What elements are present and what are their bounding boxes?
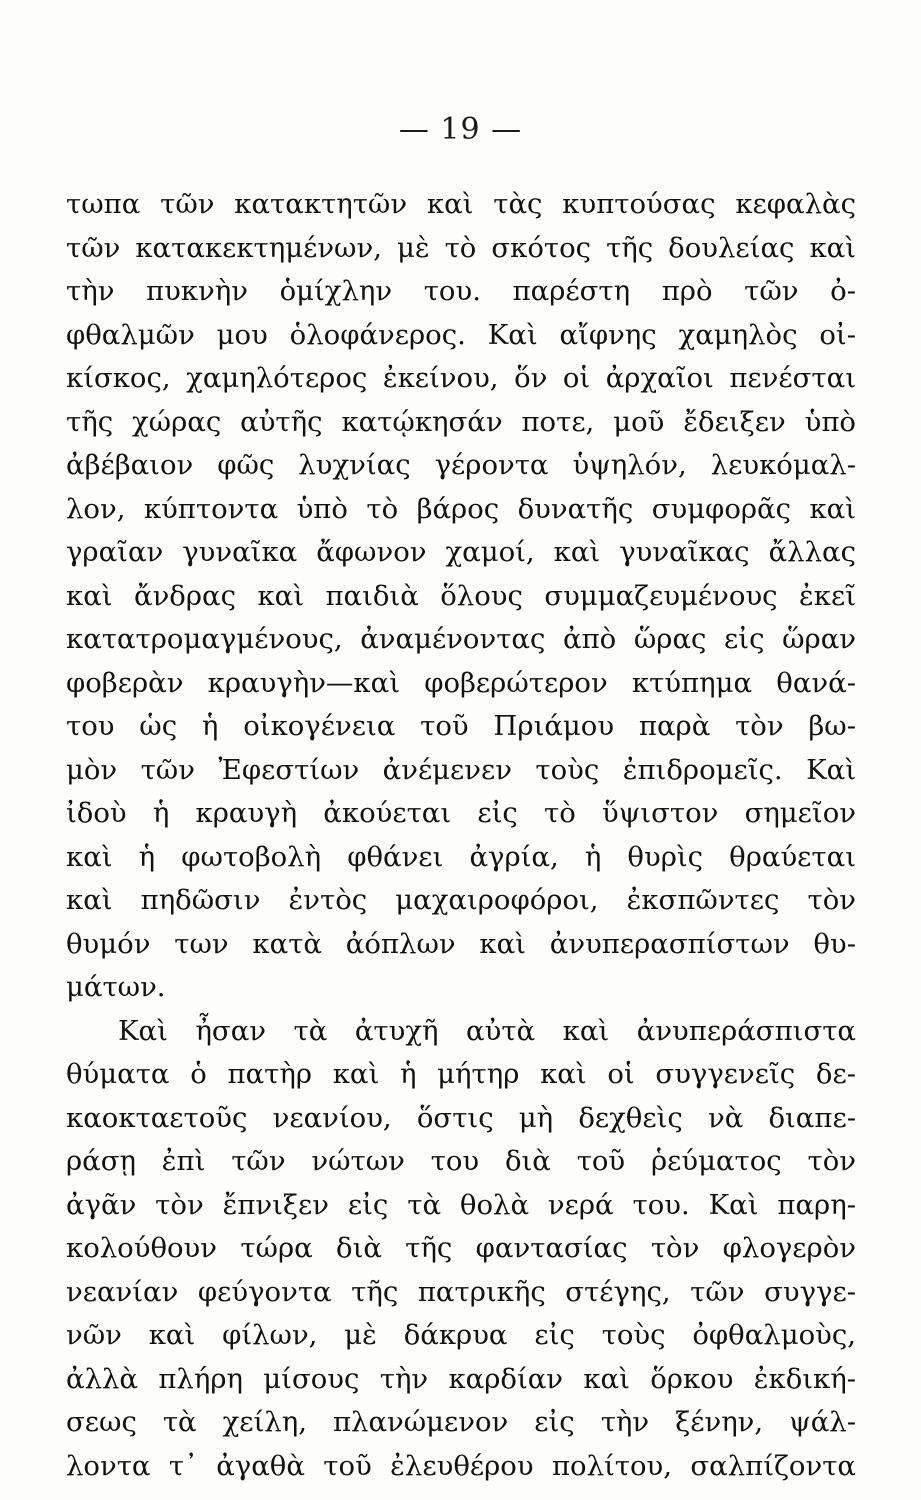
text-line: ἰδοὺ ἡ κραυγὴ ἀκούεται εἰς τὸ ὕψιστον σημεῖον [66, 797, 856, 829]
text-line: λον, κύπτοντα ὑπὸ τὸ βάρος δυνατῆς συμφορᾶς καὶ [66, 492, 856, 525]
text-line: τὴν πυκνὴν ὁμίχλην του. παρέστη πρὸ τῶν ὀ- [66, 275, 856, 307]
text-line: ἀλλὰ πλήρη μίσους τὴν καρδίαν καὶ ὅρκου ἐκδική- [66, 1362, 856, 1395]
text-line: νεανίαν φεύγοντα τῆς πατρικῆς στέγης, τῶν συγγε- [66, 1275, 856, 1308]
text-line: καὶ πηδῶσιν ἐντὸς μαχαιροφόροι, ἐκσπῶντες τὸν [66, 884, 856, 916]
text-line: ράσῃ ἐπὶ τῶν νώτων του διὰ τοῦ ῥεύματος τὸν [66, 1145, 856, 1177]
text-line: Καὶ ἦσαν τὰ ἀτυχῆ αὐτὰ καὶ ἀνυπεράσπιστα [118, 1014, 856, 1047]
text-line: κατατρομαγμένους, ἀναμένοντας ἀπὸ ὥρας εἰς ὥραν [66, 623, 856, 655]
text-line: καοκταετοῦς νεανίου, ὅστις μὴ δεχθεὶς νὰ διαπε- [66, 1101, 856, 1134]
text-line: καὶ ἄνδρας καὶ παιδιὰ ὅλους συμμαζευμένους ἐκεῖ [66, 579, 856, 612]
text-line: θυμόν των κατὰ ἀόπλων καὶ ἀνυπερασπίστων θυ- [66, 927, 856, 960]
text-line: τωπα τῶν κατακτητῶν καὶ τὰς κυπτούσας κεφαλὰς [66, 188, 856, 220]
text-line: γραῖαν γυναῖκα ἄφωνον χαμοί, καὶ γυναῖκας ἄλλας [66, 536, 856, 568]
text-line: τῶν κατακεκτημένων, μὲ τὸ σκότος τῆς δουλείας καὶ [66, 231, 856, 264]
text-line: καὶ ἡ φωτοβολὴ φθάνει ἀγρία, ἡ θυρὶς θραύεται [66, 840, 856, 873]
text-line: θύματα ὁ πατὴρ καὶ ἡ μήτηρ καὶ οἱ συγγενεῖς δε- [66, 1058, 856, 1090]
text-line: κίσκος, χαμηλότερος ἐκείνου, ὅν οἱ ἀρχαῖοι πενέσται [66, 362, 856, 394]
paragraph-1 [66, 183, 856, 1010]
text-line: ἀγᾶν τὸν ἔπνιξεν εἰς τὰ θολὰ νερά του. Καὶ παρη- [66, 1188, 856, 1221]
text-line: μάτων. [66, 971, 166, 1003]
text-line: μὸν τῶν Ἐφεστίων ἀνέμενεν τοὺς ἐπιδρομεῖς. Καὶ [66, 753, 856, 786]
text-line: λοντα τ᾽ ἀγαθὰ τοῦ ἐλευθέρου πολίτου, σαλπίζοντα [66, 1449, 856, 1482]
text-line: τῆς χώρας αὐτῆς κατῴκησάν ποτε, μοῦ ἔδειξεν ὑπὸ [66, 405, 856, 438]
text-line: του ὡς ἡ οἰκογένεια τοῦ Πριάμου παρὰ τὸν βω- [66, 710, 856, 742]
text-line: νῶν καὶ φίλων, μὲ δάκρυα εἰς τοὺς ὀφθαλμοὺς, [66, 1319, 856, 1351]
text-line: φθαλμῶν μου ὁλοφάνερος. Καὶ αἴφνης χαμηλὸς οἰ- [66, 318, 856, 351]
body-text [66, 183, 856, 1488]
text-line: φοβερὰν κραυγὴν—καὶ φοβερώτερον κτύπημα θανά- [66, 666, 856, 699]
text-line: κολούθουν τώρα διὰ τῆς φαντασίας τὸν φλογερὸν [66, 1232, 856, 1264]
paragraph-2 [66, 1010, 856, 1489]
text-line: ἀβέβαιον φῶς λυχνίας γέροντα ὑψηλόν, λευκόμαλ- [66, 449, 856, 481]
page-number: — 19 — [398, 112, 523, 147]
text-line: σεως τὰ χείλη, πλανώμενον εἰς τὴν ξένην, ψάλ- [66, 1406, 856, 1438]
